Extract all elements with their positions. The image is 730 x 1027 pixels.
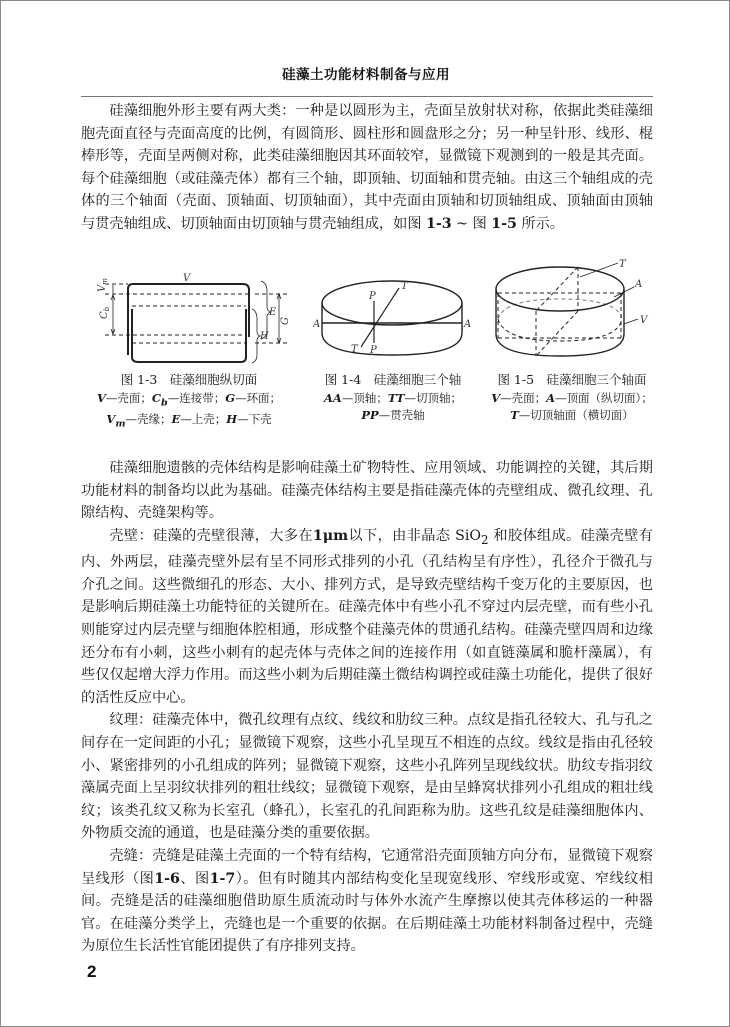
- label-A: A: [635, 279, 643, 290]
- paragraph-text: 和胶体组成。硅藻壳壁有内、外两层，硅藻壳壁外层有呈不同形式排列的小孔（孔结构呈有序性），孔径介于微孔与介孔之间。这些微细孔的形态、大小、排列方式，是导致壳壁结构千变万化的主要原因，也是影响后期硅藻土功能特征的关键所在。硅藻壳体中有些小孔不穿过内层壳壁，而有些小孔则能穿过内层壳壁与细胞体腔相通，形成整个硅藻壳体的贯通孔结构。硅藻壳壁四周和边缘还分布有小刺，这些小刺有的起壳体与壳体之间的连接作用（如直链藻属和脆杆藻属），有些仅仅起增大浮力作用。而这些小刺为后期硅藻土微结构调控或硅藻土功能化，提供了很好的活性反应中心。: [81, 527, 653, 706]
- figure-1-3-legend-line-2: $V_m—$壳缘；E—上壳；H—下壳: [106, 412, 272, 430]
- label-H: H: [260, 331, 269, 342]
- paragraph-text: ）。但有时随其内部结构变化呈现宽线形、窄线形或宽、窄线纹相间。壳缝是活的硅藻细胞借助原生质流动时与体外水流产生摩擦以使其壳体移运的一种器官。在硅藻分类学上，壳缝也是一个重要的依据。在后期硅藻土功能材料制备过程中，壳缝为原位生长活性官能团提供了有序排列支持。: [81, 870, 653, 955]
- figure-1-5-legend-line-2: T—切顶轴面（横切面）: [510, 408, 634, 422]
- figure-1-3-legend-line-1: V—壳面；$C_b—$连接带；G—环面；: [96, 391, 282, 409]
- paragraph-shell-structure: 硅藻细胞遗骸的壳体结构是影响硅藻土矿物特性、应用领域、功能调控的关键，其后期功能材料的制备均以此为基础。硅藻壳体结构主要是指硅藻壳体的壳壁组成、微孔纹理、孔隙结构、壳缝架构等。: [81, 460, 653, 522]
- label-Cb-subscript: b: [103, 306, 111, 312]
- measurement-value: 1μm: [312, 527, 349, 544]
- figure-ref: 1-3: [426, 215, 452, 232]
- body-text-top: [81, 100, 653, 236]
- figure-1-3-diagram: [83, 269, 295, 369]
- label-T-bottom: T: [351, 344, 358, 355]
- paragraph-text: 硅藻细胞外形主要有两大类：一种是以圆形为主，壳面呈放射状对称，依据此类硅藻细胞壳面直径与壳面高度的比例，有圆筒形、圆柱形和圆盘形之分；另一种呈针形、线形、棍棒形等，壳面呈两侧对称，此类硅藻细胞因其环面较窄，显微镜下观测到的一般是其壳面。每个硅藻细胞（或硅藻壳体）都有三个轴，即顶轴、切面轴和贯壳轴。由这三个轴组成的壳体的三个轴面（壳面、顶轴面、切顶轴面），其中壳面由顶轴和切顶轴组成、顶轴面由顶轴与贯壳轴组成、切顶轴面由切顶轴与贯壳轴组成，如图: [81, 103, 653, 232]
- figure-ref: 1-7: [209, 870, 236, 887]
- figure-1-5-title: 图 1-5 硅藻细胞三个轴面: [497, 372, 647, 387]
- chemical-formula-subscript: 2: [481, 532, 489, 547]
- label-T-top: T: [401, 281, 408, 292]
- figure-1-5-diagram: [494, 259, 659, 359]
- paragraph-texture: 纹理：硅藻壳体中，微孔纹理有点纹、线纹和肋纹三种。点纹是指孔径较大、孔与孔之间存在一定间距的小孔；显微镜下观察，这些小孔呈现互不相连的点纹。线纹是指由孔径较小、紧密排列的小孔组成的阵列；显微镜下观察，这些小孔阵列呈现线纹状。肋纹专指羽纹藻属壳面上呈羽纹状排列的粗壮线纹；显微镜下观察，是由呈蜂窝状排列小孔组成的粗壮线纹；该类孔纹又称为长室孔（蜂孔），长室孔的孔间距称为肋。这些孔纹是硅藻细胞体内、外物质交流的通道，也是硅藻分类的重要依据。: [81, 712, 653, 842]
- header-rule: [81, 96, 653, 97]
- page-number: 2: [87, 962, 97, 981]
- paragraph-text: 、图: [179, 870, 210, 887]
- figure-ref: 1-5: [491, 215, 517, 232]
- paragraph-text: 壳壁：硅藻的壳壁很薄，大多在: [109, 527, 313, 544]
- chemical-formula: SiO: [455, 527, 482, 544]
- paragraph-text: 壳缝：壳缝是硅藻土壳面的一个特有结构，它通常沿壳面顶轴方向分布，显微镜下观察呈线形（图: [81, 847, 653, 887]
- paragraph-shell-wall: [81, 525, 653, 710]
- paragraph-text: ~ 图: [451, 215, 492, 232]
- figure-1-4-legend-line-2: PP—贯壳轴: [361, 408, 425, 422]
- figure-1-5-caption: [483, 370, 661, 424]
- label-Vm: $V_m$: [97, 278, 109, 292]
- label-V: V: [183, 273, 191, 284]
- figure-1-4-title: 图 1-4 硅藻细胞三个轴: [324, 372, 462, 387]
- figure-1-3-title: 图 1-3 硅藻细胞纵切面: [120, 372, 258, 387]
- figure-1-4-diagram: [313, 271, 471, 366]
- figure-1-4-legend-line-1: AA—顶轴；TT—切顶轴；: [323, 391, 463, 405]
- figure-1-3-caption: [83, 370, 295, 433]
- paragraph-text: 以下，由非晶态: [348, 527, 451, 544]
- label-P-top: P: [369, 291, 376, 302]
- paragraph-cell-shape: [81, 100, 653, 236]
- figure-ref: 1-6: [154, 870, 180, 887]
- paragraph-raphe: [81, 845, 653, 958]
- figure-1-5-legend-line-1: V—壳面；A—顶面（纵切面）；: [491, 391, 653, 405]
- label-Cb: $C_b$: [99, 306, 111, 319]
- running-header-title: 硅藻土功能材料制备与应用: [282, 67, 450, 83]
- label-V: V: [640, 315, 648, 326]
- label-A-right: A: [464, 319, 471, 330]
- label-T: T: [619, 259, 626, 270]
- label-P-bottom: P: [370, 345, 377, 356]
- paragraph-text: 所示。: [516, 215, 564, 232]
- label-A-left: A: [313, 319, 321, 330]
- label-G: G: [280, 317, 291, 325]
- label-Vm-subscript: m: [101, 278, 109, 285]
- label-E: E: [269, 307, 277, 318]
- figure-1-4-caption: [303, 370, 483, 424]
- body-text-bottom: [81, 457, 653, 958]
